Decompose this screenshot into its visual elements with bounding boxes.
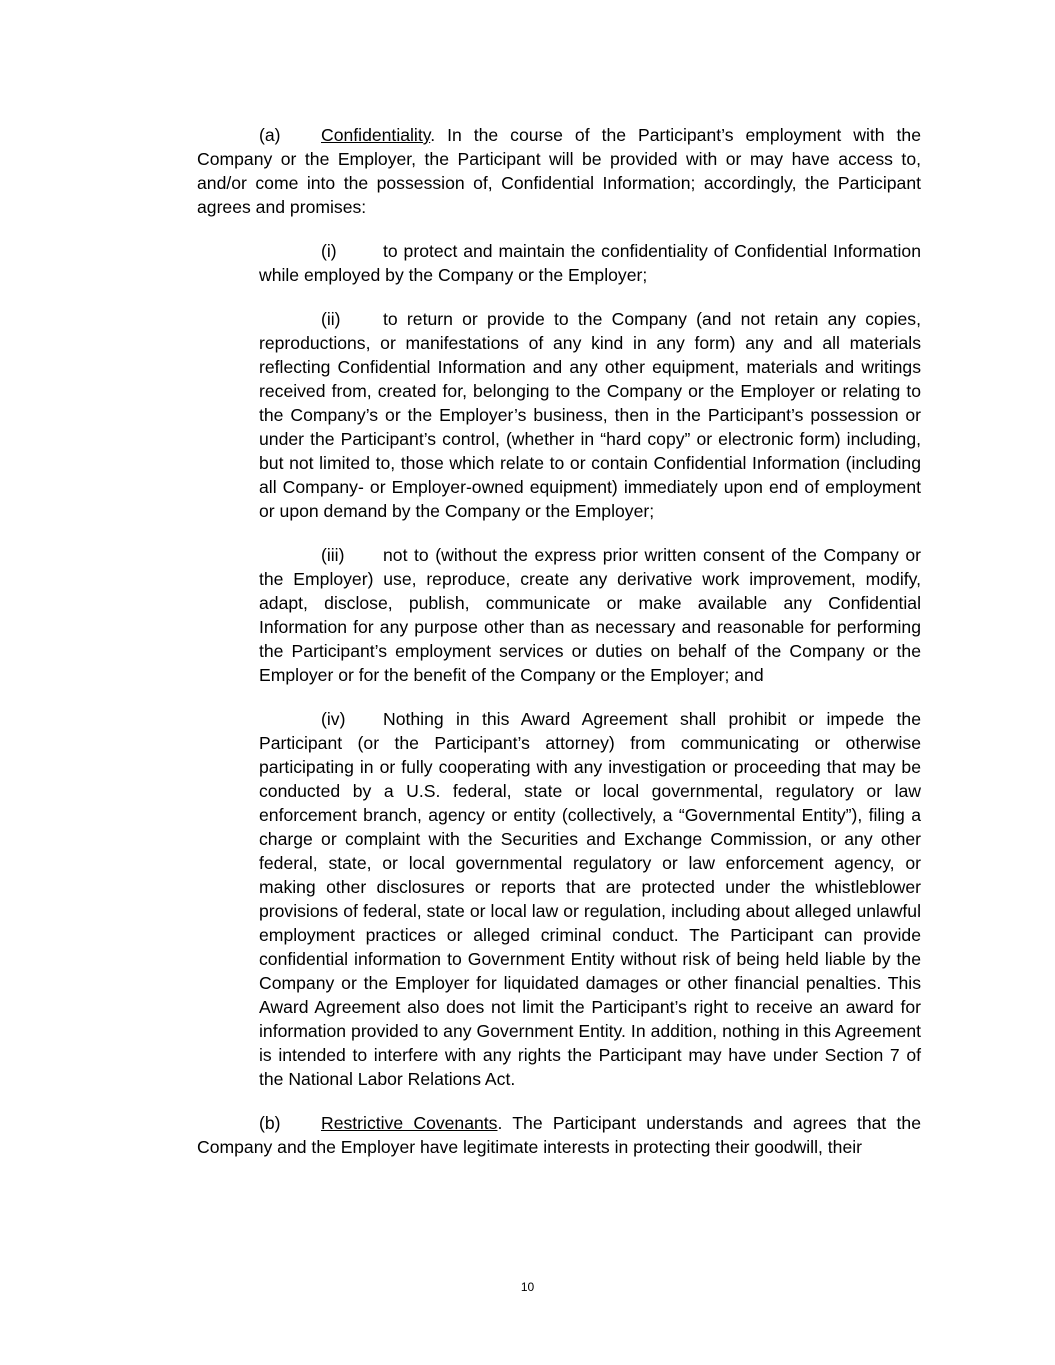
section-b-heading: Restrictive Covenants (321, 1113, 498, 1133)
section-b-text: . The Participant understands and agrees that the Company and the Employer have legitimate interests in protecting their goodwill, their (197, 1113, 922, 1157)
body-text (197, 123, 921, 1159)
item-iv-label: (iv) (321, 709, 346, 729)
item-iii-paragraph (259, 543, 921, 687)
section-a-text: . In the course of the Participant’s employment with the Company or the Employer, the Participant will be provided with or may have access to, and/or come into the possession of, Confidential Information; accordingly, the Participant agrees and promises: (197, 125, 921, 217)
page-number: 10 (520, 1280, 535, 1294)
item-i-text: to protect and maintain the confidentiality of Confidential Information while employed by the Company or the Employer; (259, 241, 921, 285)
item-iii-label: (iii) (321, 545, 345, 565)
item-i-label: (i) (321, 241, 337, 261)
item-ii-label: (ii) (321, 309, 341, 329)
item-iv-paragraph (259, 707, 921, 1091)
item-iii-text: not to (without the express prior written consent of the Company or the Employer) use, reproduce, create any derivative work improvement, modify, adapt, disclose, publish, communicate or make available any Confidential Information for any purpose other than as necessary and reasonable for performing the Participant’s employment services or duties on behalf of the Company or the Employer or for the benefit of the Company or the Employer; and (259, 545, 921, 685)
item-iv-text: Nothing in this Award Agreement shall prohibit or impede the Participant (or the Participant’s attorney) from communicating or otherwise participating in or fully cooperating with any investigation or proceeding that may be conducted by a U.S. federal, state or local governmental, regulatory or law enforcement branch, agency or entity (collectively, a “Governmental Entity”), filing a charge or complaint with the Securities and Exchange Commission, or any other federal, state, or local governmental regulatory or law enforcement agency, or making other disclosures or reports that are protected under the whistleblower provisions of federal, state or local law or regulation, including about alleged unlawful employment practices or alleged criminal conduct. The Participant can provide confidential information to Government Entity without risk of being held liable by the Company or the Employer for liquidated damages or other financial penalties. This Award Agreement also does not limit the Participant’s right to receive an award for information provided to any Government Entity. In addition, nothing in this Agreement is intended to interfere with any rights the Participant may have under Section 7 of the National Labor Relations Act. (259, 709, 921, 1089)
item-ii-paragraph (259, 307, 921, 523)
section-b-label: (b) (259, 1113, 281, 1133)
item-i-paragraph (259, 239, 921, 287)
section-a-paragraph (197, 123, 921, 219)
section-b-paragraph (197, 1111, 921, 1159)
item-ii-text: to return or provide to the Company (and not retain any copies, reproductions, or manifestations of any kind in any form) any and all materials reflecting Confidential Information and any other equipment, materials and writings received from, created for, belonging to the Company or the Employer or relating to the Company’s or the Employer’s business, then in the Participant’s possession or under the Participant’s control, (whether in “hard copy” or electronic form) including, but not limited to, those which relate to or contain Confidential Information (including all Company- or Employer-owned equipment) immediately upon end of employment or upon demand by the Company or the Employer; (259, 309, 921, 521)
section-a-heading: Confidentiality (321, 125, 431, 145)
section-a-label: (a) (259, 125, 281, 145)
